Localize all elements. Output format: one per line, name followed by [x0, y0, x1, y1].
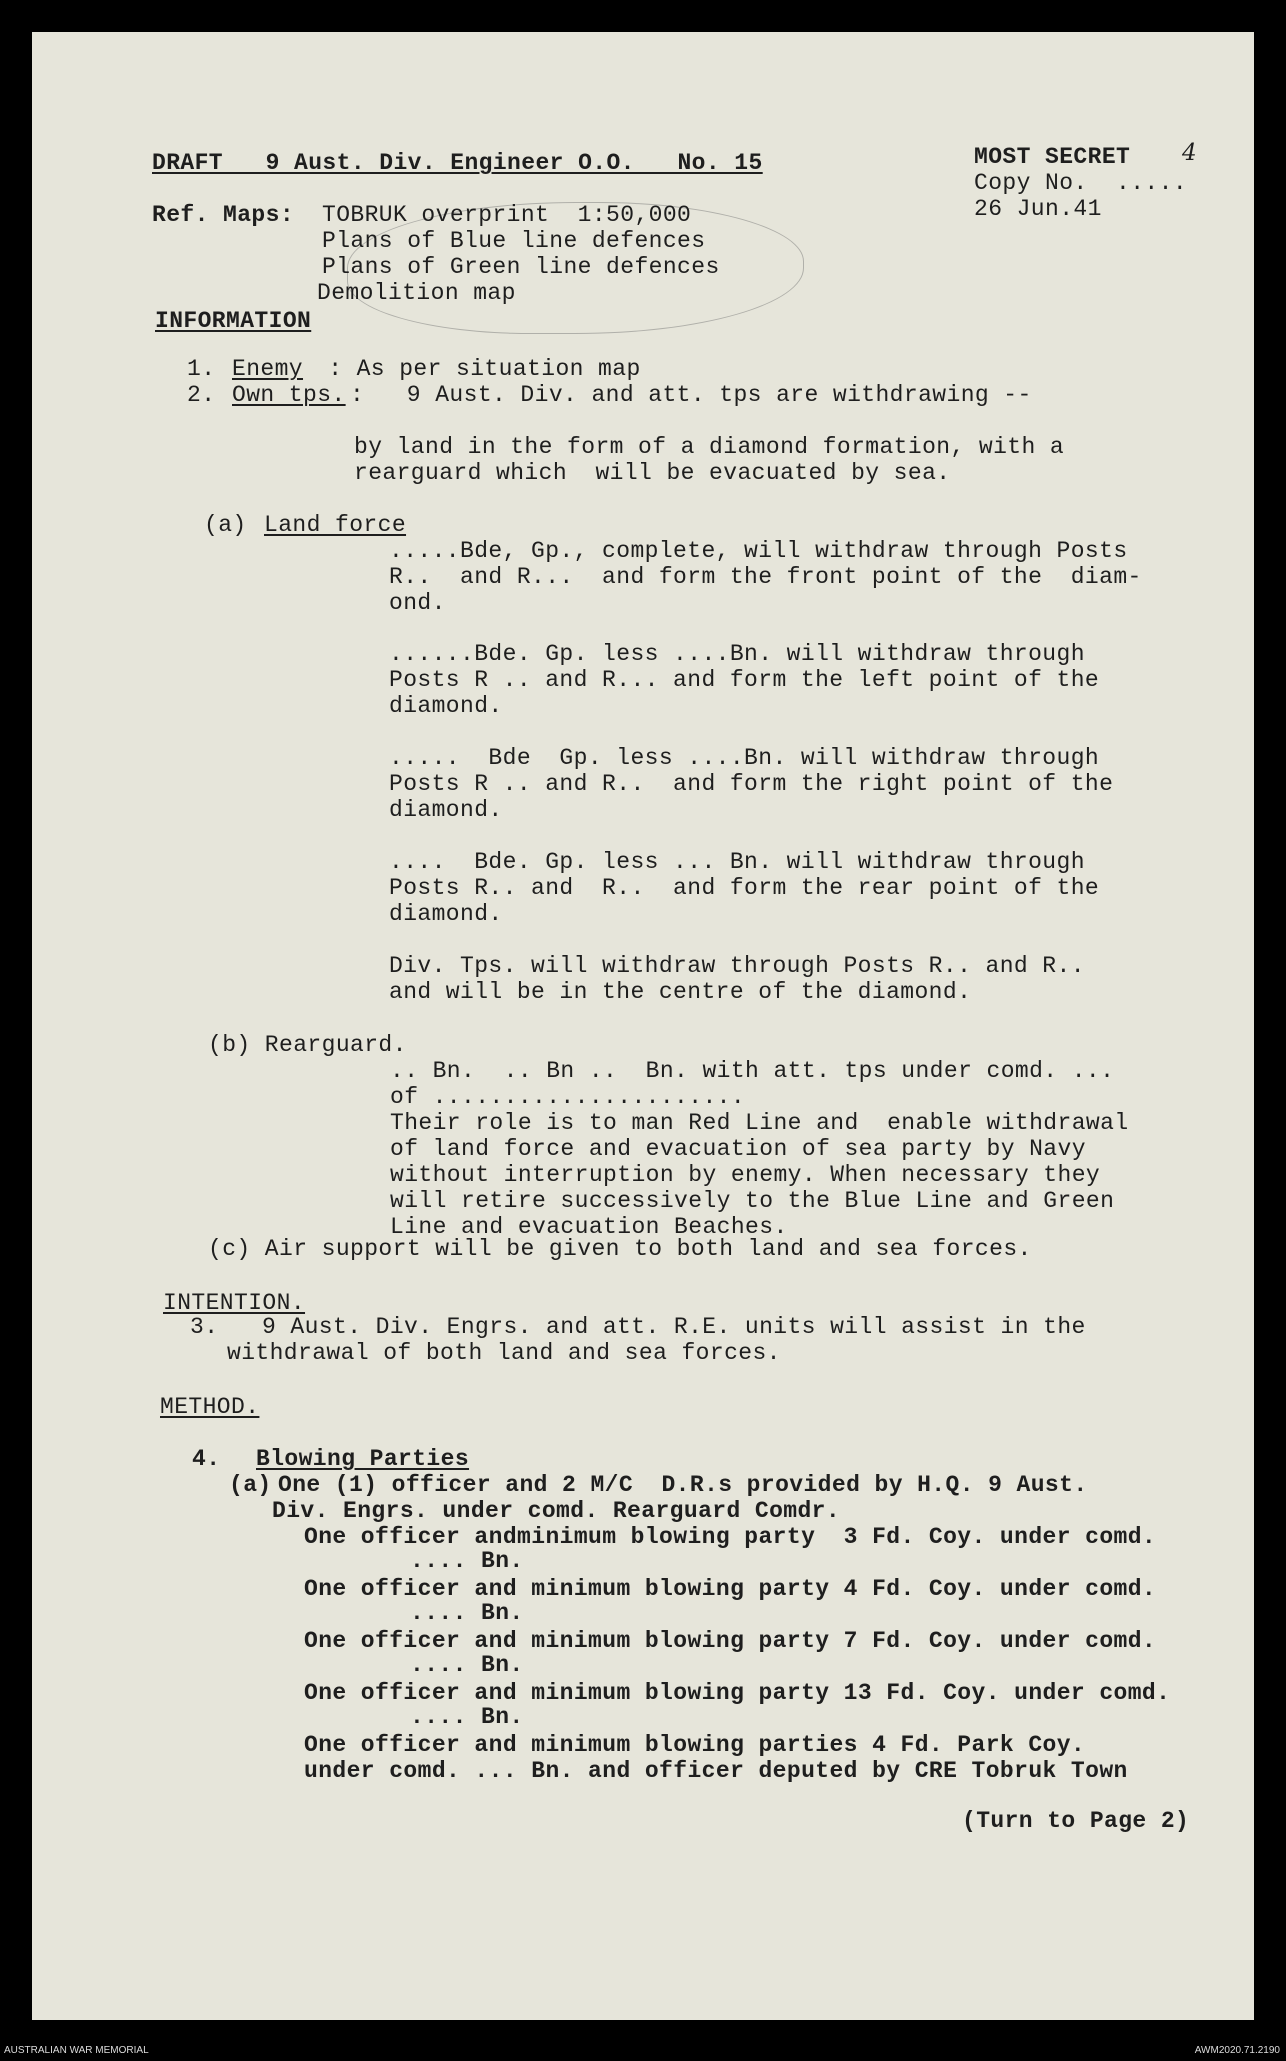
own-tps-label: Own tps. [232, 382, 346, 408]
intention-text: withdrawal of both land and sea forces. [227, 1340, 781, 1366]
para-number: 2. [187, 382, 216, 408]
own-tps-text: by land in the form of a diamond formation, with a [354, 434, 1065, 460]
land-force-line: ......Bde. Gp. less ....Bn. will withdraw through [389, 641, 1085, 667]
para-number: 1. [187, 356, 216, 382]
blowing-party-line: One officer and minimum blowing party 7 Fd. Coy. under comd. [304, 1628, 1157, 1654]
land-force-line: Div. Tps. will withdraw through Posts R.. and R.. [389, 953, 1085, 979]
land-force-line: diamond. [389, 901, 503, 927]
method-heading: METHOD. [160, 1394, 260, 1420]
subpara-label: (a) [204, 512, 247, 538]
own-tps-text: : 9 Aust. Div. and att. tps are withdrawing -- [350, 382, 1032, 408]
rearguard-label: (b) Rearguard. [208, 1032, 407, 1058]
land-force-line: Posts R .. and R... and form the left point of the [389, 667, 1100, 693]
blowing-party-unit: .... Bn. [410, 1600, 524, 1626]
copy-number: Copy No. ..... [974, 170, 1188, 196]
land-force-line: .....Bde, Gp., complete, will withdraw through Posts [389, 538, 1128, 564]
footer-archive-id: AWM2020.71.2190 [1194, 2045, 1280, 2056]
land-force-title: Land force [264, 512, 407, 538]
land-force-line: Posts R.. and R.. and form the rear point of the [389, 875, 1100, 901]
subpara-label: (a) [229, 1472, 272, 1498]
land-force-line: ..... Bde Gp. less ....Bn. will withdraw through [389, 745, 1100, 771]
blowing-party-line: One officer and minimum blowing parties 4 Fd. Park Coy. [304, 1732, 1086, 1758]
document-page [32, 32, 1254, 2020]
land-force-line: and will be in the centre of the diamond. [389, 979, 972, 1005]
rearguard-line: of land force and evacuation of sea party by Navy [390, 1136, 1086, 1162]
land-force-line: R.. and R... and form the front point of the diam- [389, 564, 1142, 590]
rearguard-line: Line and evacuation Beaches. [390, 1214, 788, 1240]
land-force-line: diamond. [389, 797, 503, 823]
information-heading: INFORMATION [155, 308, 312, 334]
blowing-party-line: under comd. ... Bn. and officer deputed by CRE Tobruk Town [304, 1758, 1128, 1784]
own-tps-text: rearguard which will be evacuated by sea. [354, 460, 951, 486]
rearguard-line: of ...................... [390, 1084, 746, 1110]
ref-map-item: Plans of Blue line defences [322, 228, 706, 254]
blowing-party-line: One officer andminimum blowing party 3 Fd. Coy. under comd. [304, 1524, 1157, 1550]
land-force-line: Posts R .. and R.. and form the right point of the [389, 771, 1114, 797]
order-title: DRAFT 9 Aust. Div. Engineer O.O. No. 15 [152, 150, 763, 176]
land-force-line: .... Bde. Gp. less ... Bn. will withdraw through [389, 849, 1085, 875]
land-force-line: diamond. [389, 693, 503, 719]
ref-map-item: Demolition map [317, 280, 516, 306]
blowing-parties-title: Blowing Parties [256, 1446, 470, 1472]
enemy-label: Enemy [232, 356, 304, 382]
ref-map-item: TOBRUK overprint 1:50,000 [322, 202, 692, 228]
rearguard-line: Their role is to man Red Line and enable withdrawal [390, 1110, 1129, 1136]
document-date: 26 Jun.41 [974, 196, 1102, 222]
handwritten-annotation: 4 [1182, 140, 1198, 166]
para-number: 4. [192, 1446, 221, 1472]
rearguard-line: will retire successively to the Blue Line and Green [390, 1188, 1115, 1214]
enemy-text: : As per situation map [314, 356, 641, 382]
air-support-text: (c) Air support will be given to both land and sea forces. [208, 1236, 1032, 1262]
intention-text: 9 Aust. Div. Engrs. and att. R.E. units will assist in the [262, 1314, 1086, 1340]
blowing-party-line: One officer and minimum blowing party 4 Fd. Coy. under comd. [304, 1576, 1157, 1602]
classification: MOST SECRET [974, 144, 1131, 170]
turn-page-note: (Turn to Page 2) [962, 1808, 1190, 1834]
rearguard-line: without interruption by enemy. When necessary they [390, 1162, 1101, 1188]
blowing-party-unit: .... Bn. [410, 1704, 524, 1730]
method-line: One (1) officer and 2 M/C D.R.s provided by H.Q. 9 Aust. [278, 1472, 1088, 1498]
footer-archive-name: AUSTRALIAN WAR MEMORIAL [4, 2045, 149, 2056]
blowing-party-unit: .... Bn. [410, 1652, 524, 1678]
land-force-line: ond. [389, 590, 446, 616]
blowing-party-line: One officer and minimum blowing party 13 Fd. Coy. under comd. [304, 1680, 1171, 1706]
method-line: Div. Engrs. under comd. Rearguard Comdr. [272, 1498, 841, 1524]
ref-map-item: Plans of Green line defences [322, 254, 720, 280]
ref-maps-label: Ref. Maps: [152, 202, 295, 228]
rearguard-line: .. Bn. .. Bn .. Bn. with att. tps under comd. ... [390, 1058, 1115, 1084]
intention-heading: INTENTION. [163, 1290, 306, 1316]
para-number: 3. [190, 1314, 219, 1340]
blowing-party-unit: .... Bn. [410, 1548, 524, 1574]
